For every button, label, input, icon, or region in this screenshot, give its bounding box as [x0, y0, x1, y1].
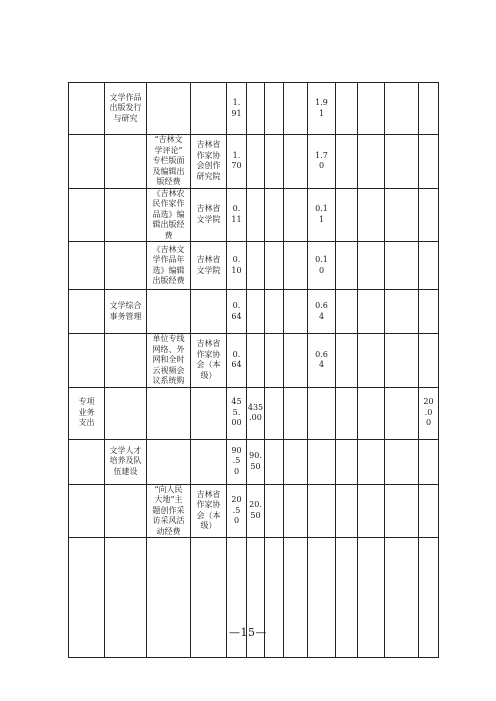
- cell-text: 45 5. 00: [231, 397, 242, 428]
- table-cell: [419, 334, 439, 388]
- cell-text: 20 .0 0: [423, 397, 434, 428]
- cell-text: 吉林省 作家协 会（本 级）: [196, 489, 221, 531]
- cell-text: 1.7 0: [315, 150, 328, 171]
- table-row: [69, 439, 439, 484]
- cell-text: 0. 64: [231, 349, 242, 370]
- table-cell: [419, 135, 439, 189]
- table-cell: [265, 387, 284, 439]
- table-cell: [358, 387, 385, 439]
- table-cell: [105, 334, 147, 388]
- table-cell: [308, 188, 336, 242]
- cell-text: 《吉林农 民作家作 品选》编 辑出版经 费: [152, 188, 185, 240]
- table-cell: [191, 83, 227, 135]
- table-row: [69, 290, 439, 334]
- table-cell: [69, 387, 105, 439]
- table-cell: [358, 83, 385, 135]
- cell-text: 0.1 0: [315, 255, 328, 275]
- table-cell: [358, 188, 385, 242]
- table-cell: [336, 334, 358, 388]
- table-cell: [105, 484, 147, 538]
- table-cell: [105, 242, 147, 290]
- table-cell: [227, 135, 247, 189]
- table-cell: [308, 135, 336, 189]
- table-cell: [105, 188, 147, 242]
- table-cell: [227, 188, 247, 242]
- table-cell: [308, 83, 336, 135]
- table-cell: [147, 290, 191, 334]
- table-cell: [69, 334, 105, 388]
- table-cell: [336, 484, 358, 538]
- table-row: [69, 484, 439, 538]
- table-cell: [385, 290, 419, 334]
- table-cell: [191, 188, 227, 242]
- table-cell: [191, 334, 227, 388]
- table-cell: [147, 538, 191, 658]
- table-cell: [385, 242, 419, 290]
- table-cell: [419, 387, 439, 439]
- table-cell: [69, 188, 105, 242]
- table-cell: [385, 439, 419, 484]
- table-cell: [385, 188, 419, 242]
- table-cell: [336, 290, 358, 334]
- table-cell: [147, 334, 191, 388]
- table-cell: [336, 83, 358, 135]
- table-cell: [227, 387, 247, 439]
- table-cell: [308, 387, 336, 439]
- table-cell: [191, 242, 227, 290]
- table-cell: [265, 439, 284, 484]
- cell-text: 0.6 4: [315, 349, 328, 370]
- table-cell: [385, 334, 419, 388]
- cell-text: 文学人才 培养及队 伍建设: [109, 445, 142, 476]
- table-cell: [147, 484, 191, 538]
- table-cell: [419, 83, 439, 135]
- table-cell: [105, 83, 147, 135]
- table-cell: [358, 242, 385, 290]
- cell-text: 吉林省 文学院: [196, 255, 221, 275]
- table-row: [69, 135, 439, 189]
- table-cell: [284, 484, 308, 538]
- table-cell: [105, 387, 147, 439]
- cell-text: 吉林省 作家协 会（本 级）: [196, 339, 221, 380]
- table-cell: [265, 242, 284, 290]
- table-cell: [227, 290, 247, 334]
- table-cell: [227, 538, 247, 658]
- table-cell: [336, 135, 358, 189]
- cell-text: “吉林文 学评论” 专栏版面 及编辑出 版经费: [152, 135, 185, 186]
- table-cell: [191, 135, 227, 189]
- table-cell: [385, 484, 419, 538]
- table-cell: [69, 242, 105, 290]
- cell-text: 0.6 4: [315, 301, 328, 321]
- table-cell: [336, 538, 358, 658]
- table-cell: [105, 439, 147, 484]
- table-cell: [419, 439, 439, 484]
- table-cell: [336, 439, 358, 484]
- table-cell: [227, 334, 247, 388]
- table-cell: [105, 135, 147, 189]
- table-cell: [247, 135, 265, 189]
- table-cell: [227, 439, 247, 484]
- table-cell: [191, 387, 227, 439]
- table-cell: [247, 242, 265, 290]
- cell-text: 专项 业务 支出: [78, 397, 95, 428]
- table-cell: [147, 439, 191, 484]
- cell-text: 《吉林文 学作品年 选》编辑 出版经费: [152, 244, 185, 285]
- cell-text: 1. 91: [231, 98, 242, 118]
- cell-text: 435 .00: [247, 402, 264, 422]
- table-cell: [227, 83, 247, 135]
- table-cell: [247, 188, 265, 242]
- table-cell: [265, 83, 284, 135]
- table-cell: [265, 538, 284, 658]
- table-cell: [265, 188, 284, 242]
- table-cell: [336, 188, 358, 242]
- table-cell: [69, 484, 105, 538]
- table-cell: [284, 83, 308, 135]
- table-cell: [227, 484, 247, 538]
- table-cell: [147, 83, 191, 135]
- table-cell: [247, 334, 265, 388]
- table-cell: [69, 83, 105, 135]
- cell-text: “向人民 大地”主 题创作采 访采风活 动经费: [152, 484, 185, 536]
- cell-text: 0. 10: [231, 255, 242, 275]
- table-cell: [358, 538, 385, 658]
- table-cell: [308, 334, 336, 388]
- table-cell: [191, 439, 227, 484]
- table-cell: [265, 334, 284, 388]
- table-cell: [191, 538, 227, 658]
- table-cell: [147, 135, 191, 189]
- table-cell: [247, 538, 265, 658]
- table-cell: [69, 135, 105, 189]
- table-cell: [147, 242, 191, 290]
- table-cell: [336, 242, 358, 290]
- cell-text: 0. 64: [231, 301, 242, 321]
- table-cell: [191, 290, 227, 334]
- cell-text: 90 .5 0: [231, 445, 242, 476]
- table-cell: [419, 290, 439, 334]
- table-row: [69, 188, 439, 242]
- table-cell: [284, 538, 308, 658]
- table-cell: [105, 538, 147, 658]
- table-cell: [308, 538, 336, 658]
- table-row: [69, 387, 439, 439]
- table-cell: [419, 484, 439, 538]
- table-cell: [284, 242, 308, 290]
- table-cell: [284, 290, 308, 334]
- table-cell: [265, 484, 284, 538]
- table-cell: [247, 387, 265, 439]
- table-cell: [385, 387, 419, 439]
- table-cell: [265, 135, 284, 189]
- table-cell: [69, 290, 105, 334]
- table-row: [69, 538, 439, 658]
- cell-text: 文学综合 事务管理: [109, 301, 142, 321]
- table-cell: [358, 290, 385, 334]
- table-row: [69, 83, 439, 135]
- table-cell: [385, 538, 419, 658]
- table-cell: [247, 439, 265, 484]
- page-number: —15—: [229, 626, 267, 639]
- table-cell: [247, 484, 265, 538]
- table-cell: [147, 387, 191, 439]
- budget-table: [68, 82, 439, 658]
- table-cell: [105, 290, 147, 334]
- table-row: [69, 334, 439, 388]
- table-cell: [247, 83, 265, 135]
- table-cell: [419, 242, 439, 290]
- table-cell: [385, 135, 419, 189]
- cell-text: 20. 50: [249, 500, 262, 520]
- cell-text: 吉林省 作家协 会创作 研究院: [196, 140, 221, 181]
- table-cell: [358, 484, 385, 538]
- table-cell: [227, 242, 247, 290]
- table-cell: [358, 135, 385, 189]
- cell-text: 吉林省 文学院: [196, 204, 221, 224]
- table-cell: [308, 484, 336, 538]
- cell-text: 单位专线 网络、外 网和全时 云视频会 议系统购: [152, 334, 185, 385]
- table-cell: [284, 334, 308, 388]
- table-cell: [247, 290, 265, 334]
- cell-text: 文学作品 出版发行 与研究: [109, 92, 142, 123]
- table-cell: [69, 439, 105, 484]
- table-cell: [358, 334, 385, 388]
- cell-text: 0.1 1: [315, 204, 328, 224]
- table-cell: [69, 538, 105, 658]
- table-cell: [308, 439, 336, 484]
- table-cell: [308, 290, 336, 334]
- cell-text: 1.9 1: [315, 98, 328, 118]
- cell-text: 90. 50: [249, 451, 262, 471]
- table-cell: [385, 83, 419, 135]
- table-cell: [284, 387, 308, 439]
- cell-text: 0. 11: [231, 204, 242, 224]
- table-cell: [284, 135, 308, 189]
- table-row: [69, 242, 439, 290]
- table-cell: [191, 484, 227, 538]
- table-cell: [336, 387, 358, 439]
- table-cell: [419, 188, 439, 242]
- cell-text: 1. 70: [231, 150, 242, 171]
- table-cell: [284, 188, 308, 242]
- cell-text: 20 .5 0: [231, 495, 242, 525]
- table-cell: [284, 439, 308, 484]
- table-cell: [419, 538, 439, 658]
- table-cell: [308, 242, 336, 290]
- table-cell: [147, 188, 191, 242]
- table-cell: [265, 290, 284, 334]
- table-cell: [358, 439, 385, 484]
